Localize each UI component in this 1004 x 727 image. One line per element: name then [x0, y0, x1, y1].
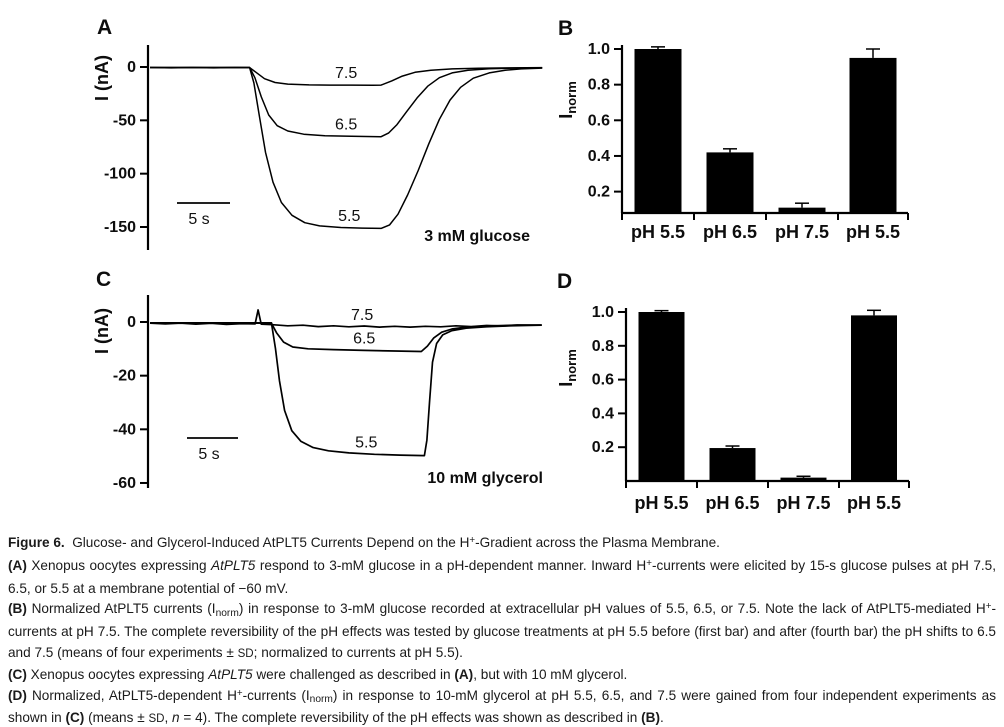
bar-ph-7.5	[781, 478, 827, 481]
y-tick-label: 0.8	[591, 337, 614, 355]
condition-annotation: 3 mM glucose	[424, 228, 530, 245]
panel-a-trace-plot	[92, 45, 542, 250]
category-label: pH 5.5	[634, 493, 689, 513]
panel-c-trace-plot	[92, 295, 543, 492]
category-label: pH 6.5	[705, 493, 760, 513]
category-label: pH 6.5	[702, 222, 758, 242]
scale-bar-label: 5 s	[198, 446, 220, 463]
category-label: pH 7.5	[774, 222, 830, 242]
panel-d-bar-chart	[556, 304, 909, 513]
trace-label-7.5: 7.5	[351, 306, 374, 324]
bar-ph-5.5	[850, 58, 897, 213]
y-tick-label: 1.0	[591, 304, 614, 321]
panel-d-label: D	[557, 270, 573, 293]
y-tick-label: 0.6	[591, 371, 614, 389]
condition-annotation: 10 mM glycerol	[427, 470, 543, 487]
y-axis-label: $I_{norm}$	[556, 81, 579, 119]
figure-caption-paragraph-d: (D) Normalized, AtPLT5-dependent H+-currents $(I_{norm})$ in response to 10-mM glycerol at pH 5.5, 6.5, and 7.5 were gained from four independent experiments as shown in (C) (means ± SD, n = 4). The complete reversibility of the pH effects was shown as described in (B).	[8, 687, 997, 726]
panel-b-bar-chart	[556, 41, 908, 242]
y-tick-label: 0.4	[587, 147, 610, 165]
panel-a-label: A	[97, 16, 113, 39]
figure-caption-paragraph-b: (B) Normalized AtPLT5 currents $(I_{norm})$ in response to 3-mM glucose recorded at extracellular pH values of 5.5, 6.5, or 7.5. Note the lack of AtPLT5-mediated H+-currents at pH 7.5. The complete reversibility of the pH effects was tested by glucose treatments at pH 5.5 before (first bar) and after (fourth bar) the pH shifts to 6.5 and 7.5 (means of four experiments ± SD; normalized to currents at pH 5.5).	[8, 601, 997, 660]
y-tick-label: -150	[103, 219, 136, 237]
trace-5.5	[150, 323, 542, 456]
bar-ph-5.5	[635, 49, 682, 213]
y-axis-label: I (nA)	[92, 308, 112, 354]
y-tick-label: 1.0	[587, 41, 610, 58]
y-tick-label: -100	[103, 165, 136, 183]
panel-b-label: B	[558, 17, 574, 40]
category-label: pH 5.5	[845, 222, 901, 242]
y-tick-label: 0.4	[591, 405, 614, 423]
y-tick-label: 0.2	[591, 439, 614, 457]
y-tick-label: 0	[127, 314, 136, 331]
y-tick-label: 0	[127, 59, 136, 76]
trace-label-5.5: 5.5	[355, 434, 378, 452]
y-tick-label: -20	[112, 367, 136, 385]
y-tick-label: -40	[112, 421, 136, 439]
trace-label-7.5: 7.5	[334, 65, 358, 83]
bar-ph-6.5	[710, 448, 756, 481]
bar-ph-7.5	[779, 208, 826, 213]
trace-5.5	[150, 68, 542, 229]
trace-label-6.5: 6.5	[334, 116, 358, 134]
y-axis-label: $I_{norm}$	[556, 349, 579, 387]
bar-ph-5.5	[851, 315, 897, 481]
bar-ph-5.5	[639, 312, 685, 481]
trace-label-6.5: 6.5	[353, 330, 376, 348]
figure-caption-paragraph-c: (C) Xenopus oocytes expressing AtPLT5 were challenged as described in (A), but with 10 mM glycerol.	[8, 666, 628, 682]
trace-7.5	[150, 310, 542, 327]
y-tick-label: 0.8	[587, 76, 610, 94]
figure-caption	[8, 533, 996, 727]
bar-ph-6.5	[707, 152, 754, 213]
y-tick-label: -60	[112, 474, 136, 492]
y-tick-label: 0.6	[587, 112, 610, 130]
y-tick-label: -50	[112, 112, 136, 130]
scale-bar-label: 5 s	[188, 211, 210, 228]
y-axis-label: I (nA)	[92, 55, 112, 101]
y-tick-label: 0.2	[587, 183, 610, 201]
category-label: pH 5.5	[630, 222, 686, 242]
trace-label-5.5: 5.5	[338, 208, 361, 226]
panel-c-label: C	[96, 268, 112, 291]
category-label: pH 5.5	[846, 493, 902, 513]
category-label: pH 7.5	[776, 493, 831, 513]
figure-caption-title: Figure 6. Glucose- and Glycerol-Induced AtPLT5 Currents Depend on the H+-Gradient across the Plasma Membrane.	[8, 535, 720, 550]
figure-caption-paragraph-a: (A) Xenopus oocytes expressing AtPLT5 respond to 3-mM glucose in a pH-dependent manner. Inward H+-currents were elicited by 15-s glucose pulses at pH 7.5, 6.5, or 5.5 at a membrane potential of −60 mV.	[8, 557, 997, 596]
